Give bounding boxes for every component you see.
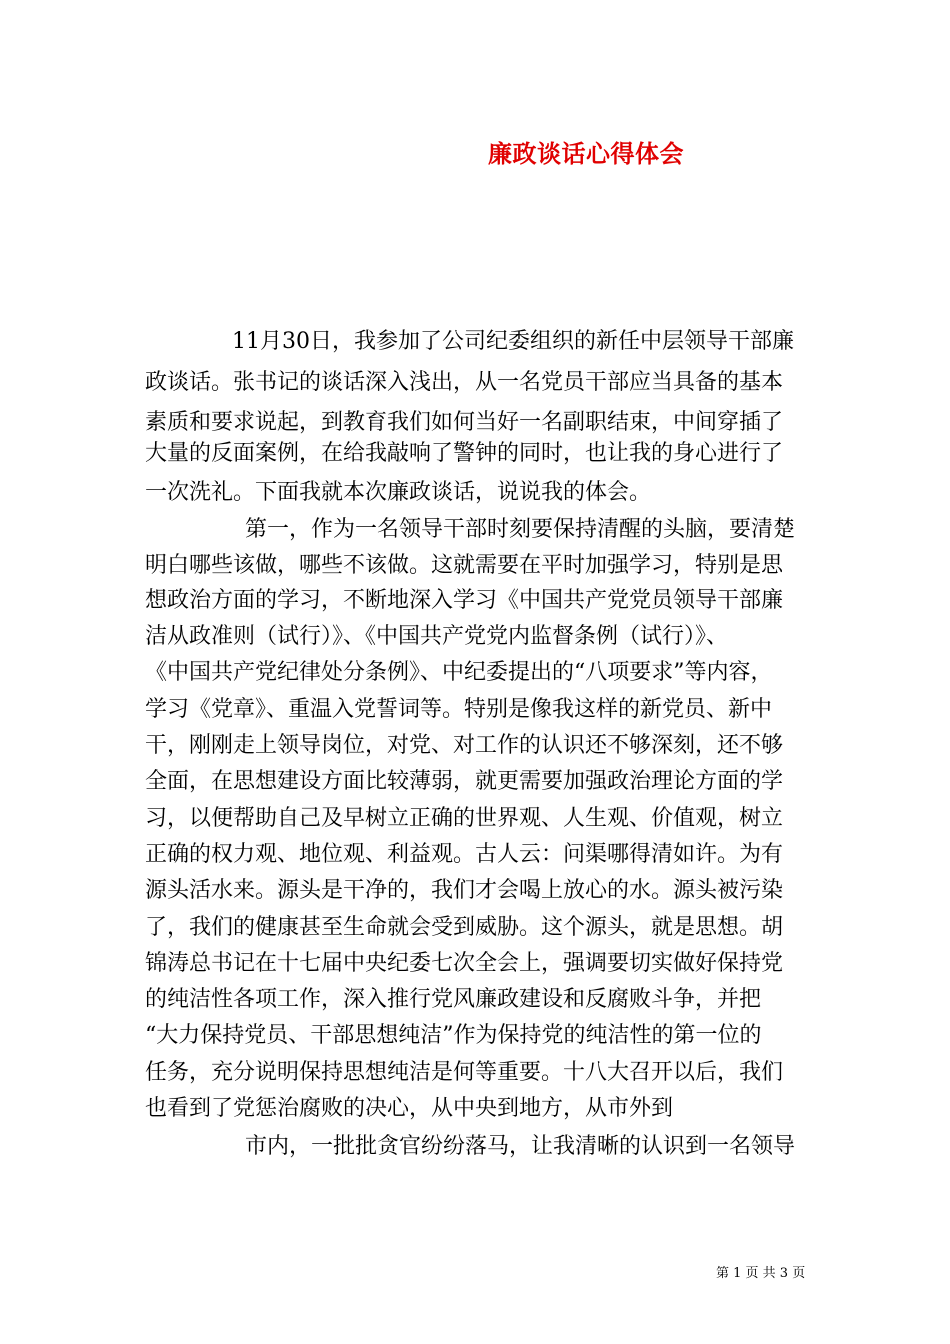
- text-line: 干，刚刚走上领导岗位，对党、对工作的认识还不够深刻，还不够: [145, 733, 784, 758]
- text-line: 了，我们的健康甚至生命就会受到威胁。这个源头，就是思想。胡: [145, 915, 784, 940]
- text-line: 11月30日，我参加了公司纪委组织的新任中层领导干部廉: [232, 329, 794, 354]
- text-line: 《中国共产党纪律处分条例》、中纪委提出的“八项要求”等内容，: [145, 660, 773, 685]
- text-line: 洁从政准则（试行）》、《中国共产党党内监督条例（试行）》、: [145, 624, 729, 649]
- text-line: 也看到了党惩治腐败的决心，从中央到地方，从市外到: [145, 1096, 674, 1121]
- text-line: 明白哪些该做，哪些不该做。这就需要在平时加强学习，特别是思: [145, 553, 784, 578]
- text-line: “大力保持党员、干部思想纯洁”作为保持党的纯洁性的第一位的: [145, 1023, 762, 1048]
- text-line: 源头活水来。源头是干净的，我们才会喝上放心的水。源头被污染: [145, 878, 784, 903]
- text-line: 想政治方面的学习，不断地深入学习《中国共产党党员领导干部廉: [145, 588, 784, 613]
- text-line: 学习《党章》、重温入党誓词等。特别是像我这样的新党员、新中: [145, 697, 773, 722]
- page-footer: 第 1 页 共 3 页: [716, 1266, 806, 1281]
- text-line: 锦涛总书记在十七届中央纪委七次全会上，强调要切实做好保持党: [145, 951, 784, 976]
- text-line: 大量的反面案例，在给我敲响了警钟的同时，也让我的身心进行了: [145, 441, 784, 466]
- text-line: 任务，充分说明保持思想纯洁是何等重要。十八大召开以后，我们: [145, 1060, 784, 1085]
- text-line: 全面，在思想建设方面比较薄弱，就更需要加强政治理论方面的学: [145, 769, 784, 794]
- text-line: 一次洗礼。下面我就本次廉政谈话，说说我的体会。: [145, 480, 652, 505]
- text-line: 政谈话。张书记的谈话深入浅出，从一名党员干部应当具备的基本: [145, 370, 784, 395]
- text-line: 市内，一批批贪官纷纷落马，让我清晰的认识到一名领导: [245, 1134, 796, 1159]
- text-line: 第一，作为一名领导干部时刻要保持清醒的头脑，要清楚: [245, 517, 796, 542]
- text-line: 习，以便帮助自己及早树立正确的世界观、人生观、价值观，树立: [145, 806, 784, 831]
- text-line: 素质和要求说起，到教育我们如何当好一名副职结束，中间穿插了: [145, 410, 784, 435]
- text-line: 正确的权力观、地位观、利益观。古人云：问渠哪得清如许。为有: [145, 842, 784, 867]
- text-line: 的纯洁性各项工作，深入推行党风廉政建设和反腐败斗争，并把: [145, 987, 762, 1012]
- document-title: 廉政谈话心得体会: [488, 139, 684, 168]
